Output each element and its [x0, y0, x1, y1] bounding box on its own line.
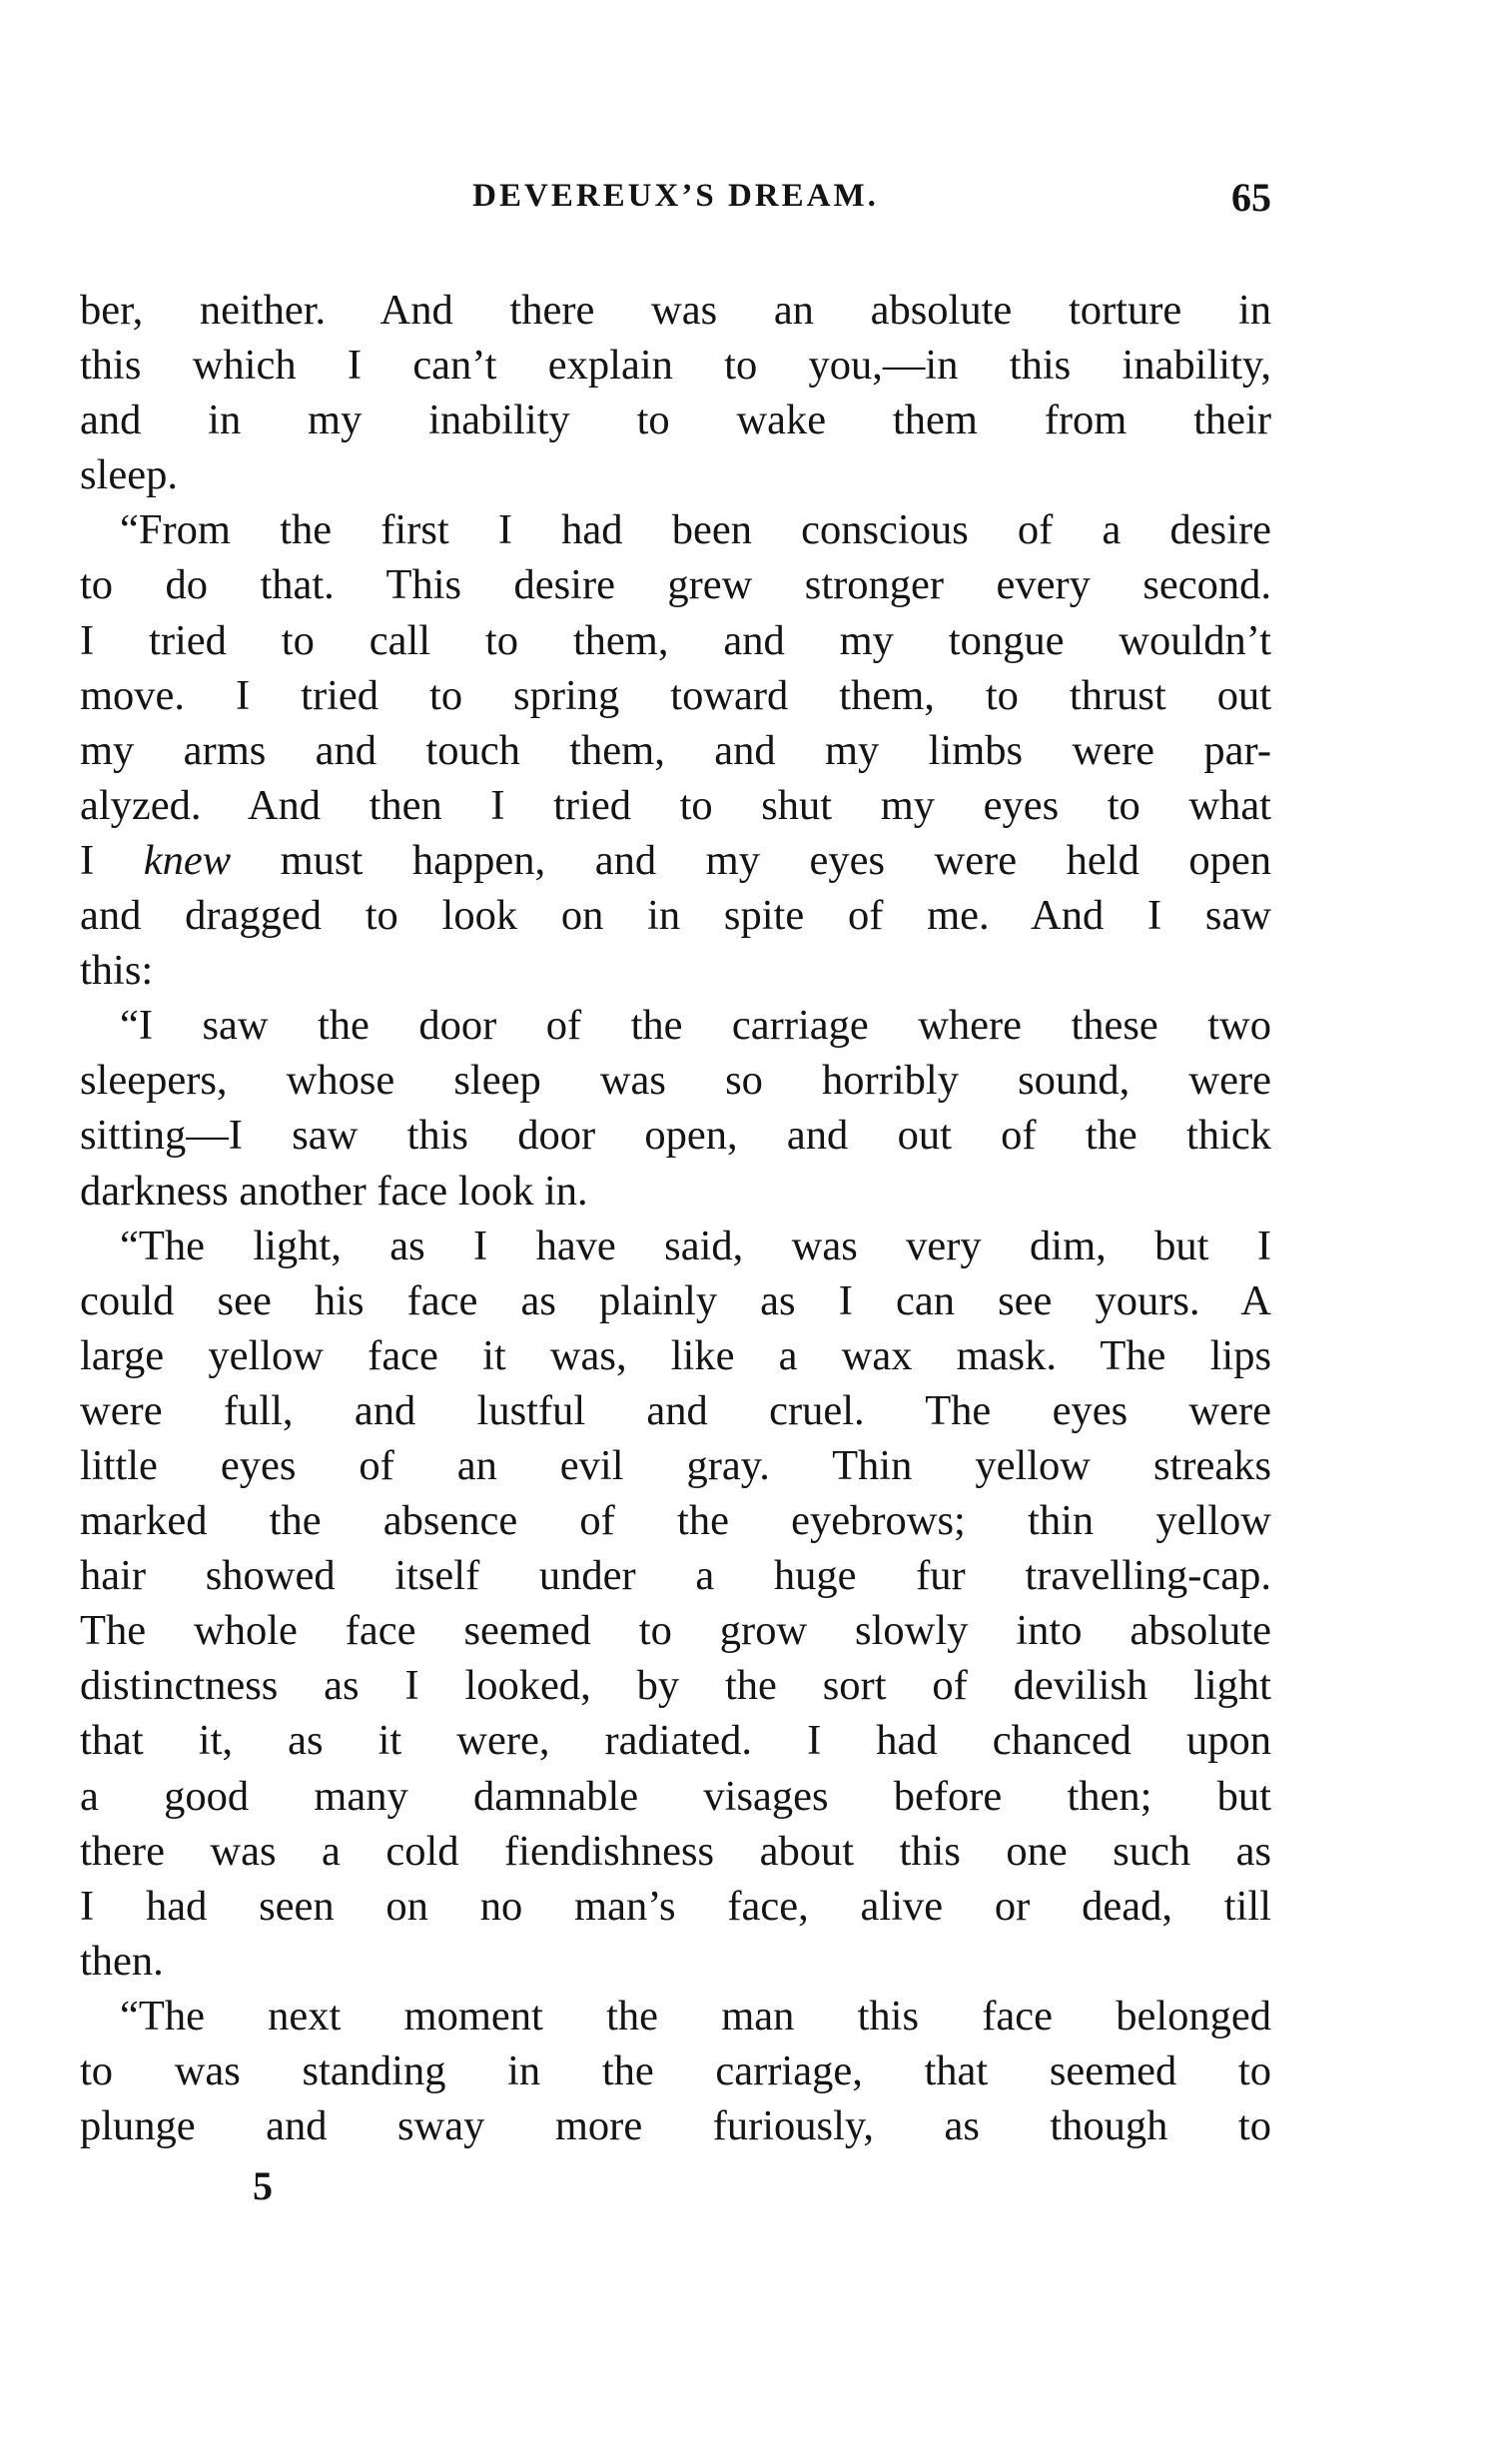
page-number: 65 [1231, 175, 1271, 220]
text-line: I had seen on no man’s face, alive or dead, till [80, 1882, 1271, 1930]
text-line: could see his face as plainly as I can see yours. A [80, 1276, 1271, 1324]
text-line: to do that. This desire grew stronger every second. [80, 561, 1271, 609]
text-line: “The light, as I have said, was very dim, but I [120, 1222, 1271, 1269]
text-line: then. [80, 1937, 164, 1985]
italic-word: knew [143, 836, 232, 884]
text-line: and in my inability to wake them from their [80, 397, 1271, 444]
text-line: alyzed. And then I tried to shut my eyes to what [80, 781, 1271, 829]
text-line: distinctness as I looked, by the sort of devilish light [80, 1662, 1271, 1710]
text-line: darkness another face look in. [80, 1167, 588, 1215]
text-line: “The next moment the man this face belonged [120, 1992, 1271, 2040]
text-line: a good many damnable visages before then; but [80, 1772, 1271, 1820]
text-line: ber, neither. And there was an absolute torture in [80, 287, 1271, 334]
text-line: The whole face seemed to grow slowly into absolute [80, 1607, 1271, 1655]
text-line: plunge and sway more furiously, as though to [80, 2102, 1271, 2150]
text-line: move. I tried to spring toward them, to thrust out [80, 671, 1271, 719]
text-line: and dragged to look on in spite of me. And I saw [80, 892, 1271, 940]
text-line: this: [80, 947, 154, 995]
text-line: marked the absence of the eyebrows; thin yellow [80, 1497, 1271, 1545]
text-line: this which I can’t explain to you,—in this inability, [80, 342, 1271, 390]
text-line: “I saw the door of the carriage where these two [120, 1002, 1271, 1050]
line-prefix: I [80, 836, 144, 884]
text-line: large yellow face it was, like a wax mask. The lips [80, 1331, 1271, 1379]
text-line: sleep. [80, 451, 178, 499]
line-rest: must happen, and my eyes were held open [280, 836, 1272, 884]
text-line: hair showed itself under a huge fur travelling-cap. [80, 1552, 1271, 1600]
text-line: were full, and lustful and cruel. The eyes were [80, 1386, 1271, 1434]
text-line: “From the first I had been conscious of a desire [120, 506, 1271, 554]
text-line: I tried to call to them, and my tongue wouldn’t [80, 616, 1271, 664]
body-text [80, 283, 1271, 2153]
text-line: little eyes of an evil gray. Thin yellow streaks [80, 1441, 1271, 1489]
text-line: sitting—I saw this door open, and out of the thick [80, 1112, 1271, 1160]
text-line: sleepers, whose sleep was so horribly sound, were [80, 1057, 1271, 1105]
text-line-with-italic [80, 833, 1271, 888]
text-line: to was standing in the carriage, that seemed to [80, 2047, 1271, 2094]
text-line: there was a cold fiendishness about this one such as [80, 1827, 1271, 1875]
text-line: my arms and touch them, and my limbs were par- [80, 726, 1271, 774]
text-line: that it, as it were, radiated. I had chanced upon [80, 1717, 1271, 1765]
running-title: DEVEREUX’S DREAM. [472, 178, 879, 214]
signature-mark: 5 [253, 2163, 273, 2208]
running-head [80, 175, 1271, 238]
